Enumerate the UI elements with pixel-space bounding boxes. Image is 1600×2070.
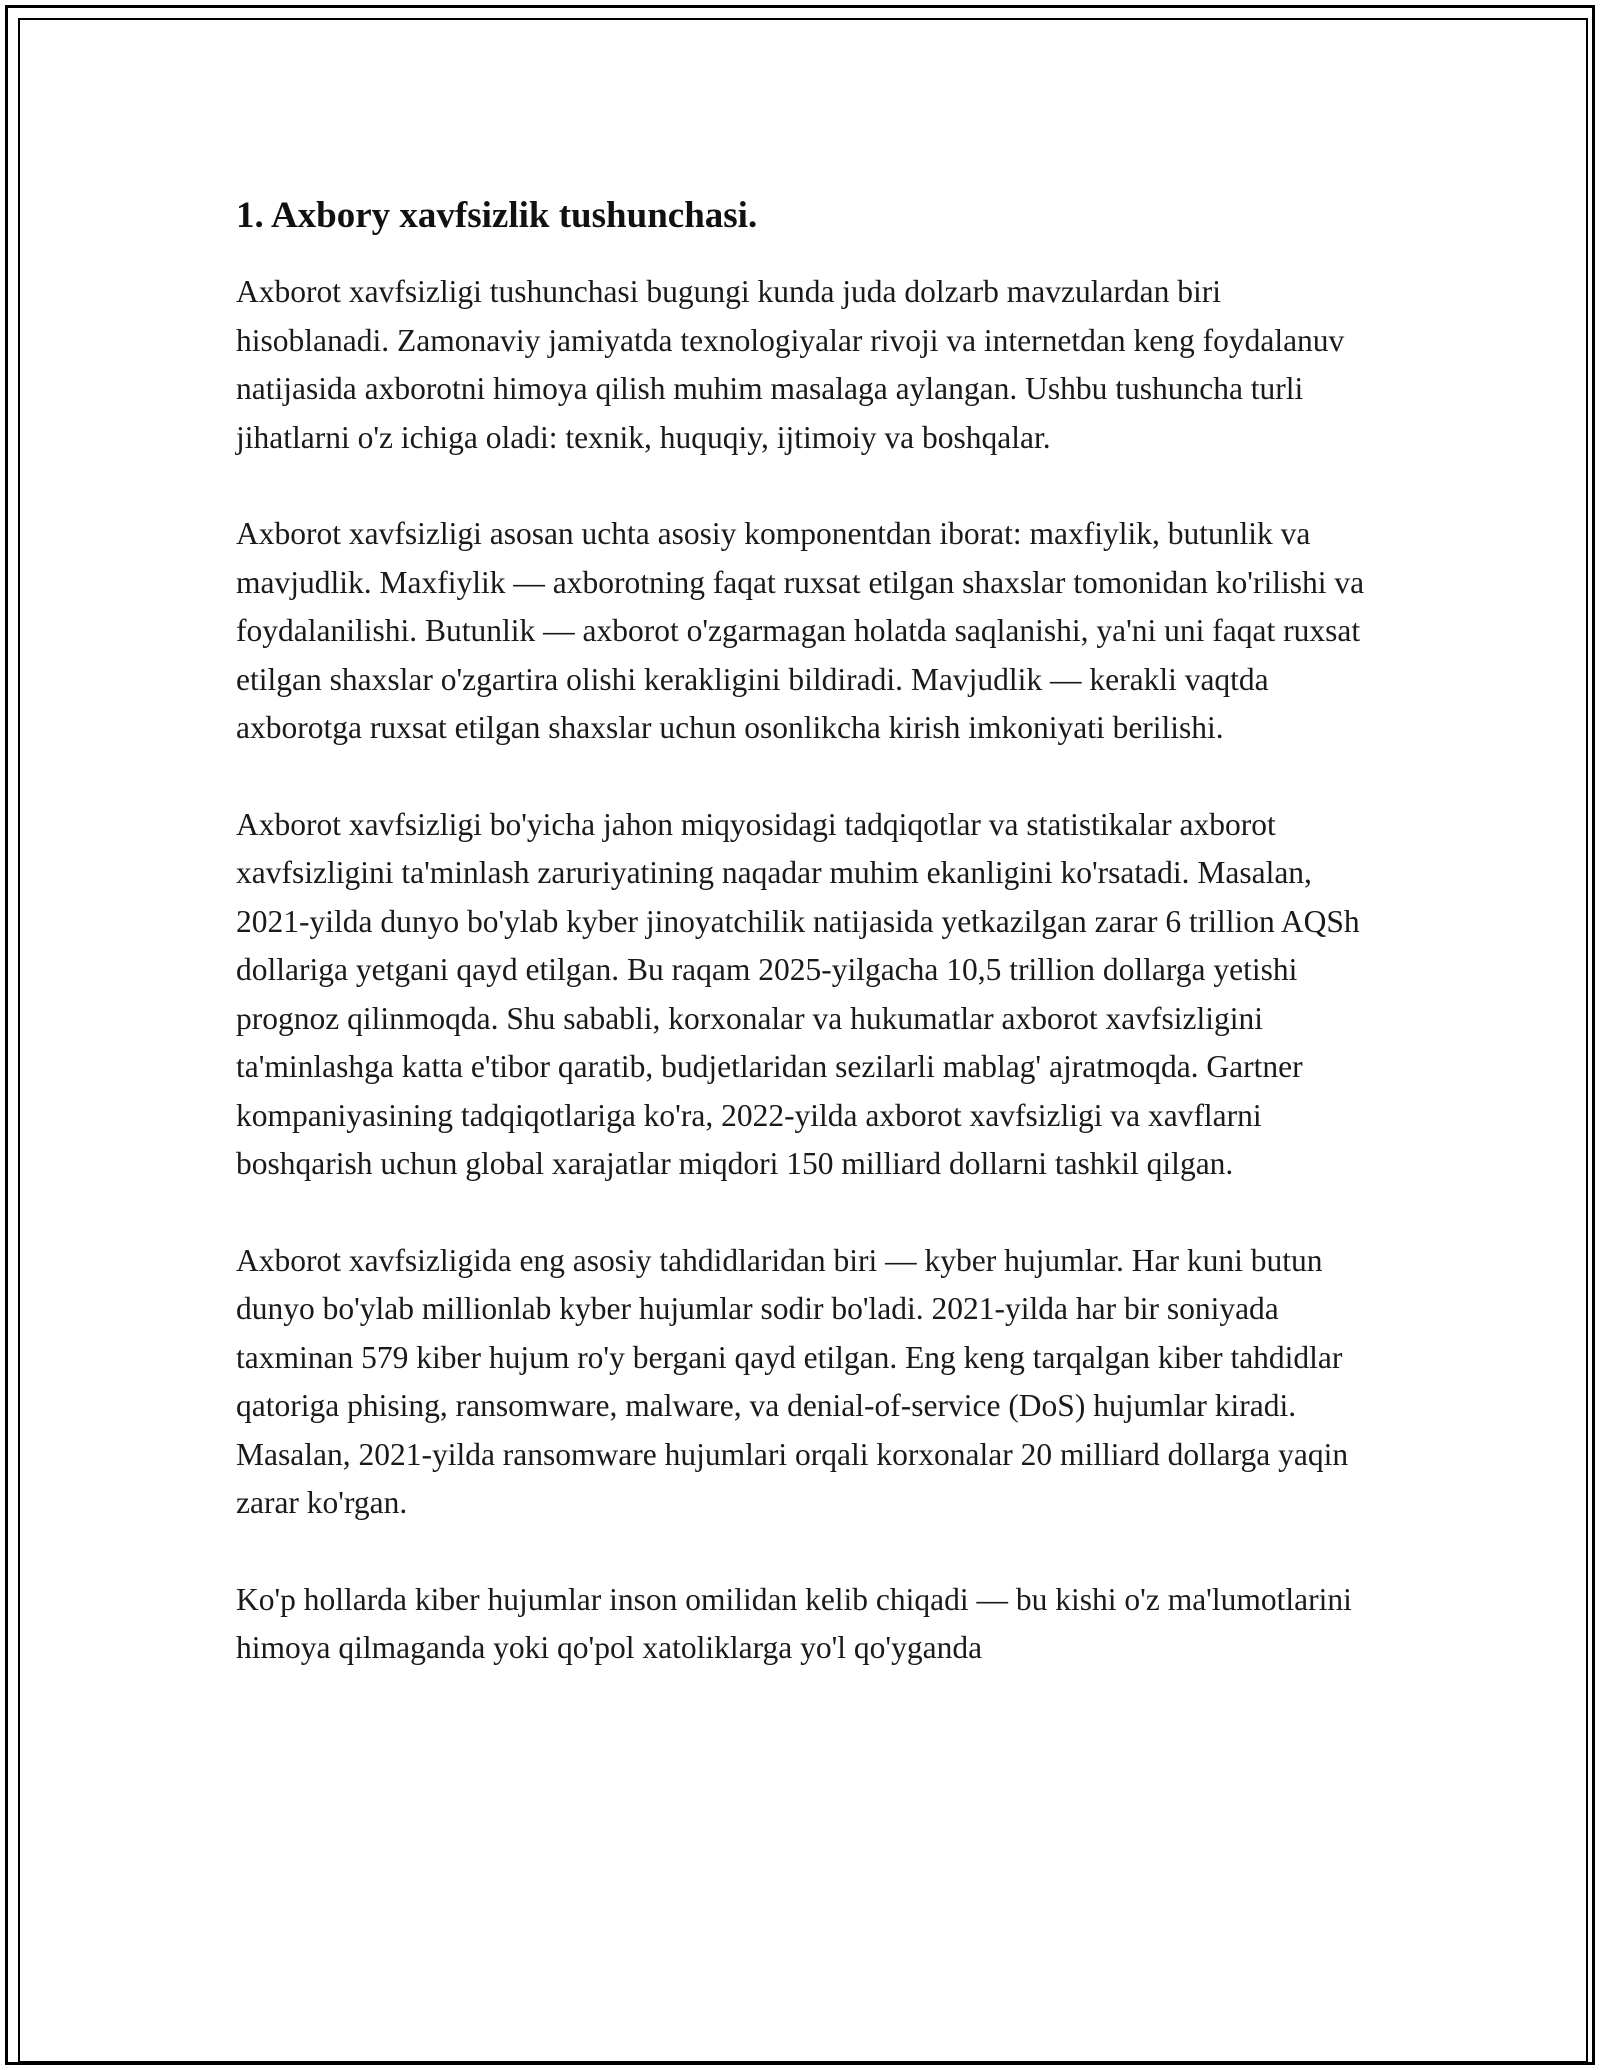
document-body: [236, 186, 1376, 1673]
paragraph-cyber-attacks: Axborot xavfsizligida eng asosiy tahdidlaridan biri — kyber hujumlar. Har kuni butun dunyo bo'ylab millionlab kyber hujumlar sodir bo'ladi. 2021-yilda har bir soniyada taxminan 579 kiber hujum ro'y bergani qayd etilgan. Eng keng tarqalgan kiber tahdidlar qatoriga phising, ransomware, malware, va denial-of-service (DoS) hujumlar kiradi. Masalan, 2021-yilda ransomware hujumlari orqali korxonalar 20 milliard dollarga yaqin zarar ko'rgan.: [236, 1242, 1349, 1520]
paragraph-statistics: Axborot xavfsizligi bo'yicha jahon miqyosidagi tadqiqotlar va statistikalar axborot xavfsizligini ta'minlash zaruriyatining naqadar muhim ekanligini ko'rsatadi. Masalan, 2021-yilda dunyo bo'ylab kyber jinoyatchilik natijasida yetkazilgan zarar 6 trillion AQSh dollariga yetgani qayd etilgan. Bu raqam 2025-yilgacha 10,5 trillion dollarga yetishi prognoz qilinmoqda. Shu sababli, korxonalar va hukumatlar axborot xavfsizligini ta'minlashga katta e'tibor qaratib, budjetlaridan sezilarli mablag' ajratmoqda. Gartner kompaniyasining tadqiqotlariga ko'ra, 2022-yilda axborot xavfsizligi va xavflarni boshqarish uchun global xarajatlar miqdori 150 milliard dollarni tashkil qilgan.: [236, 806, 1360, 1181]
paragraph-human-factor: Ko'p hollarda kiber hujumlar inson omilidan kelib chiqadi — bu kishi o'z ma'lumotlarini himoya qilmaganda yoki qo'pol xatoliklarga yo'l qo'yganda: [236, 1581, 1352, 1665]
paragraph-components: Axborot xavfsizligi asosan uchta asosiy komponentdan iborat: maxfiylik, butunlik va mavjudlik. Maxfiylik — axborotning faqat ruxsat etilgan shaxslar tomonidan ko'rilishi va foydalanilishi. Butunlik — axborot o'zgarmagan holatda saqlanishi, ya'ni uni faqat ruxsat etilgan shaxslar o'zgartira olishi kerakligini bildiradi. Mavjudlik — kerakli vaqtda axborotga ruxsat etilgan shaxslar uchun osonlikcha kirish imkoniyati berilishi.: [236, 516, 1365, 745]
section-heading: 1. Axbory xavfsizlik tushunchasi.: [236, 195, 758, 236]
paragraph-intro: Axborot xavfsizligi tushunchasi bugungi kunda juda dolzarb mavzulardan biri hisoblanadi. Zamonaviy jamiyatda texnologiyalar rivoji va internetdan keng foydalanuv natijasida axborotni himoya qilish muhim masalaga aylangan. Ushbu tushuncha turli jihatlarni o'z ichiga oladi: texnik, huquqiy, ijtimoiy va boshqalar.: [236, 274, 1345, 455]
